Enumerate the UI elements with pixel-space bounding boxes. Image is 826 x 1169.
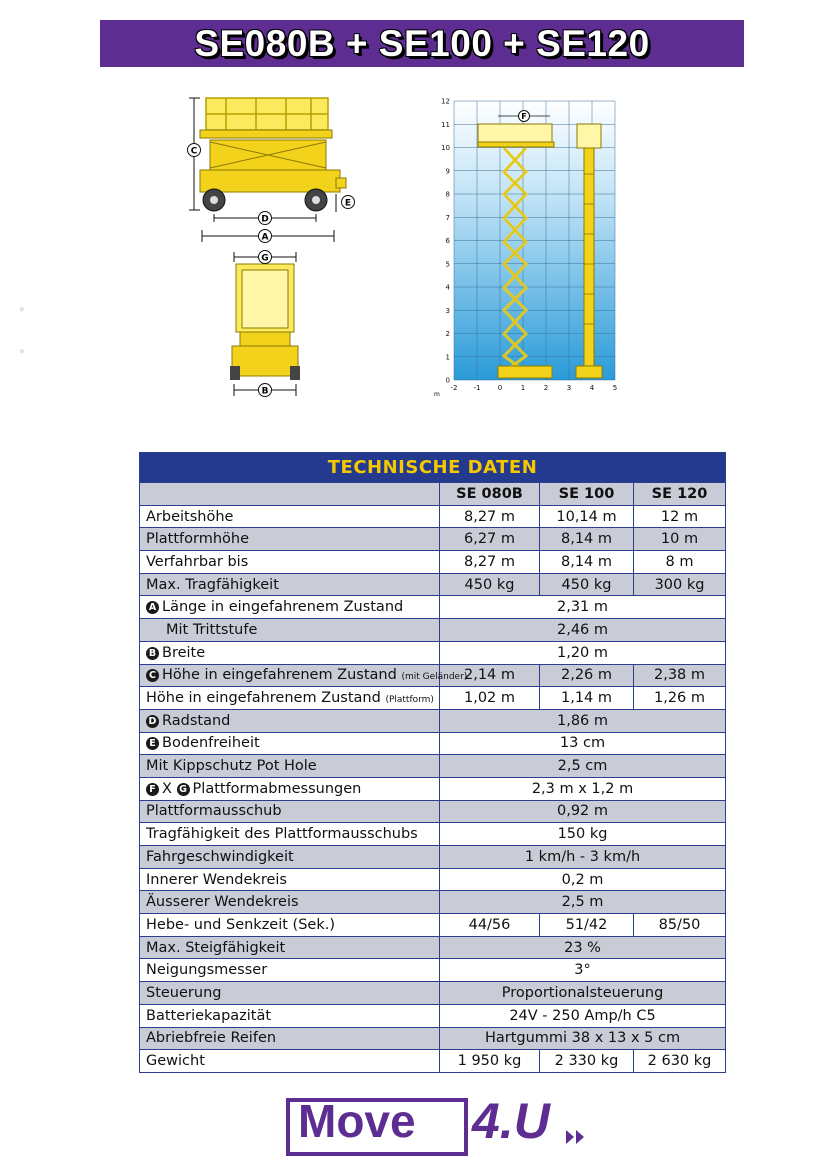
cell-value: 1,14 m [540, 687, 634, 710]
row-label-text: Bodenfreiheit [162, 735, 260, 752]
row-label-text: Neigungsmesser [146, 962, 268, 979]
cell-value: 8,27 m [440, 505, 540, 528]
row-label-text: Abriebfreie Reifen [146, 1030, 277, 1047]
table-row [140, 1050, 726, 1073]
row-label [140, 573, 440, 596]
side-view-diagram [186, 90, 362, 250]
cell-value: 2 630 kg [634, 1050, 726, 1073]
cell-value: 24V - 250 Amp/h C5 [440, 1004, 726, 1027]
row-label-text: Plattformhöhe [146, 531, 250, 548]
x-tick-label: -2 [450, 384, 458, 392]
cell-value: 2 330 kg [540, 1050, 634, 1073]
cell-value: 2,3 m x 1,2 m [440, 777, 726, 800]
y-tick-label: 4 [445, 283, 450, 292]
cell-value: 51/42 [540, 914, 634, 937]
cell-value: 2,46 m [440, 619, 726, 642]
row-label [140, 936, 440, 959]
row-label [140, 1027, 440, 1050]
table-row [140, 1004, 726, 1027]
table-row [140, 641, 726, 664]
row-label-text: Arbeitshöhe [146, 508, 234, 525]
table-row [140, 846, 726, 869]
badge-icon: B [146, 647, 159, 660]
cell-value: 8,14 m [540, 528, 634, 551]
row-label-note: (Plattform) [385, 695, 434, 706]
dim-label-c: C [190, 146, 198, 157]
cell-value: 8,14 m [540, 551, 634, 574]
column-header: SE 120 [634, 483, 726, 506]
column-header: SE 080B [440, 483, 540, 506]
cell-value: 1,02 m [440, 687, 540, 710]
row-label-text: Breite [162, 644, 206, 661]
page-title: SE080B + SE100 + SE120 [194, 22, 650, 64]
y-tick-label: 2 [445, 330, 450, 338]
table-row [140, 709, 726, 732]
front-view-diagram [228, 248, 302, 400]
table-row [140, 573, 726, 596]
y-tick-label: 7 [445, 213, 450, 222]
table-row [140, 687, 726, 710]
cell-value: 300 kg [634, 573, 726, 596]
row-label-text: Fahrgeschwindigkeit [146, 848, 294, 865]
cell-value: 2,38 m [634, 664, 726, 687]
row-label [140, 1004, 440, 1027]
row-label-text: Verfahrbar bis [146, 553, 249, 570]
row-label [140, 709, 440, 732]
table-row [140, 596, 726, 619]
table-row [140, 732, 726, 755]
row-label [140, 732, 440, 755]
row-label [140, 664, 468, 687]
row-label [140, 596, 440, 619]
move4u-logo [284, 1093, 594, 1156]
cell-value: Hartgummi 38 x 13 x 5 cm [440, 1027, 726, 1050]
badge-separator: X [162, 780, 172, 797]
x-tick-label: 5 [612, 384, 618, 392]
badge-icon: G [177, 783, 190, 796]
table-row [140, 551, 726, 574]
row-label-text: Gewicht [146, 1053, 205, 1070]
cell-value: 1 950 kg [440, 1050, 540, 1073]
row-label [140, 551, 440, 574]
cell-value: 8,27 m [440, 551, 540, 574]
row-label-text: Innerer Wendekreis [146, 871, 287, 888]
badge-icon: A [146, 601, 159, 614]
row-label-text: Max. Tragfähigkeit [146, 576, 279, 593]
cell-value: 13 cm [440, 732, 726, 755]
technical-data-table [139, 452, 726, 1073]
dim-label-d: D [261, 214, 269, 225]
x-tick-label: 1 [520, 384, 526, 392]
row-label-text: Tragfähigkeit des Plattformausschubs [146, 826, 418, 843]
cell-value: 10,14 m [540, 505, 634, 528]
row-label [140, 800, 440, 823]
row-label [140, 777, 440, 800]
table-row [140, 619, 726, 642]
title-banner [100, 20, 744, 67]
x-tick-label: 0 [497, 384, 503, 392]
row-label-text: Länge in eingefahrenem Zustand [162, 599, 404, 616]
bleed-through-text: • [18, 303, 26, 317]
working-range-diagram [426, 94, 626, 400]
row-label [140, 1050, 440, 1073]
cell-value: 23 % [440, 936, 726, 959]
cell-value: 8 m [634, 551, 726, 574]
cell-value: 2,14 m [440, 664, 540, 687]
row-label [140, 982, 440, 1005]
cell-value: 10 m [634, 528, 726, 551]
cell-value: 450 kg [540, 573, 634, 596]
cell-value: 150 kg [440, 823, 726, 846]
row-label-text: Radstand [162, 712, 231, 729]
row-label-text: Steuerung [146, 984, 222, 1001]
y-tick-label: 1 [445, 353, 450, 362]
column-header: SE 100 [540, 483, 634, 506]
cell-value: 1,86 m [440, 709, 726, 732]
row-label [140, 868, 440, 891]
x-tick-label: 2 [543, 384, 549, 392]
table-row [140, 959, 726, 982]
row-label-text: Plattformausschub [146, 803, 282, 820]
cell-value: 1 km/h - 3 km/h [440, 846, 726, 869]
table-title: TECHNISCHE DATEN [140, 453, 726, 483]
cell-value: 0,2 m [440, 868, 726, 891]
axis-unit: m [434, 391, 440, 398]
y-tick-label: 6 [445, 237, 450, 245]
cell-value: 2,26 m [540, 664, 634, 687]
table-row [140, 936, 726, 959]
cell-value: 1,26 m [634, 687, 726, 710]
x-tick-label: 4 [589, 384, 595, 392]
badge-icon: F [146, 783, 159, 796]
y-tick-label: 8 [445, 190, 450, 199]
logo-suffix: 4.U [472, 1093, 550, 1149]
cell-value: 12 m [634, 505, 726, 528]
row-label [140, 619, 440, 642]
badge-icon: D [146, 715, 159, 728]
table-row [140, 755, 726, 778]
table-row [140, 982, 726, 1005]
table-row [140, 800, 726, 823]
row-label-text: Plattformabmessungen [192, 780, 362, 797]
table-row [140, 505, 726, 528]
cell-value: 44/56 [440, 914, 540, 937]
y-tick-label: 9 [445, 167, 450, 176]
table-row [140, 823, 726, 846]
table-row [140, 1027, 726, 1050]
y-tick-label: 3 [445, 306, 450, 315]
x-tick-label: -1 [473, 384, 481, 392]
row-label-text: Max. Steigfähigkeit [146, 939, 286, 956]
cell-value: 3° [440, 959, 726, 982]
row-label [140, 505, 440, 528]
y-tick-label: 10 [441, 144, 450, 152]
bleed-through-text: • [18, 345, 26, 359]
header-blank [140, 483, 440, 506]
row-label-text: Mit Kippschutz Pot Hole [146, 758, 317, 775]
table-row [140, 891, 726, 914]
logo-word: Move [298, 1095, 416, 1147]
table-row [140, 528, 726, 551]
row-label-note: (mit Geländer) [401, 672, 468, 683]
dim-label-e: E [344, 198, 352, 209]
cell-value: 2,5 cm [440, 755, 726, 778]
dim-label-g: G [261, 253, 269, 264]
row-label [140, 914, 440, 937]
table-row [140, 868, 726, 891]
y-tick-label: 11 [441, 120, 450, 129]
table-row [140, 664, 726, 687]
row-label [140, 891, 440, 914]
table-row [140, 914, 726, 937]
cell-value: 6,27 m [440, 528, 540, 551]
cell-value: 0,92 m [440, 800, 726, 823]
table-row [140, 777, 726, 800]
row-label-text: Hebe- und Senkzeit (Sek.) [146, 916, 335, 933]
cell-value: 2,31 m [440, 596, 726, 619]
row-label-text: Höhe in eingefahrenem Zustand [162, 667, 397, 684]
row-label [140, 528, 440, 551]
dim-label-a: A [261, 232, 269, 243]
badge-icon: C [146, 669, 159, 682]
cell-value: 1,20 m [440, 641, 726, 664]
row-label [140, 846, 440, 869]
dim-label-b: B [261, 386, 269, 397]
badge-icon: E [146, 737, 159, 750]
cell-value: 2,5 m [440, 891, 726, 914]
row-label [140, 641, 440, 664]
row-label [140, 687, 440, 710]
cell-value: Proportionalsteuerung [440, 982, 726, 1005]
y-tick-label: 5 [445, 260, 450, 269]
row-label-text: Batteriekapazität [146, 1007, 272, 1024]
row-label-text: Äusserer Wendekreis [146, 894, 299, 911]
row-label [140, 959, 440, 982]
y-tick-label: 0 [445, 376, 450, 385]
row-label-text: Mit Trittstufe [166, 621, 258, 638]
dim-label-f: F [521, 112, 527, 121]
cell-value: 450 kg [440, 573, 540, 596]
x-tick-label: 3 [566, 384, 572, 392]
cell-value: 85/50 [634, 914, 726, 937]
logo-arrows-icon [566, 1130, 592, 1144]
row-label [140, 823, 440, 846]
row-label-text: Höhe in eingefahrenem Zustand [146, 690, 381, 707]
y-tick-label: 12 [441, 97, 450, 106]
row-label [140, 755, 440, 778]
table-header-row [140, 483, 726, 506]
logo-bracket [456, 1098, 468, 1156]
